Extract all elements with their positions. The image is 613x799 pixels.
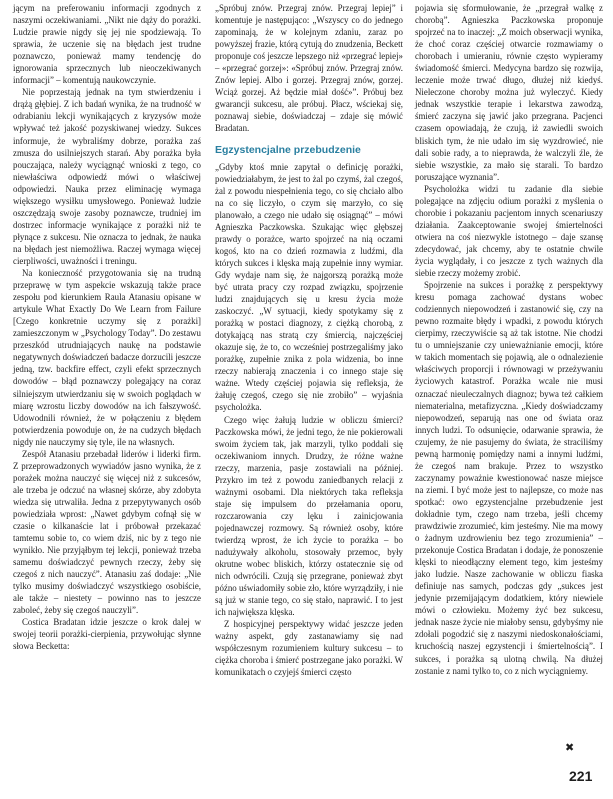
paragraph: Psycholożka widzi tu zadanie dla siebie polegające na zdjęciu odium porażki z myślenia o chorobie i pokazaniu pacjentom innych scenariuszy działania. Zaakceptowanie swojej śmiertelności otwiera na coś niezwykle istotnego – daje szansę zdecydować, jak chcemy, aby te ostatnie chwile życia wyglądały, i co jeszcze z tych ważnych dla siebie rzeczy możemy zrobić. bbox=[415, 183, 603, 279]
paragraph: Zespół Atanasiu przebadał liderów i liderki firm. Z przeprowadzonych wywiadów jasno wynika, że z porażek można nauczyć się więcej niż z sukcesów, ale trzeba je odczuć na własnej skórze, aby zdobyta wiedza się utrwaliła. Jedna z przepytywanych osób powiedziała wprost: „Nawet gdybym cofnął się w czasie o kilkanaście lat i próbował przekazać tamtemu sobie to, co wiem dziś, nic by z tego nie wynikło. Nie przyjąłbym tej lekcji, ponieważ trzeba samemu doświadczyć pewnych rzeczy, żeby się czegoś z nich nauczyć”. Atanasiu zaś dodaje: „Nie tylko musimy doświadczyć wszystkiego osobiście, ale także – niestety – powinno nas to jeszcze zaboleć, żeby się czegoś nauczyli”. bbox=[13, 448, 201, 616]
paragraph: Na konieczność przygotowania się na trudną przeprawę w tym aspekcie wskazują także prace zespołu pod kierunkiem Raula Atanasiu opisane w artykule What Exactly Do We Learn from Failure [Czego konkretnie uczymy się z porażki] zamieszczonym w „Psychology Today”. Do zestawu przeszkód utrudniających naukę na podstawie negatywnych doświadczeń badacze dorzucili jeszcze jedną, tzw. backfire effect, czyli efekt sprzecznych dowodów – błąd poznawczy polegający na coraz silniejszym utwierdzaniu się w swoich poglądach w miarę wzrostu liczby dowodów na ich fałszywość. Udowodnili również, że w połączeniu z błędem potwierdzenia powoduje on, że na cudzych błędach nigdy nie nauczymy się tyle, ile na własnych. bbox=[13, 268, 201, 447]
section-subheading: Egzystencjalne przebudzenie bbox=[215, 143, 361, 156]
paragraph: Costica Bradatan idzie jeszcze o krok dalej w swojej teorii porażki-cierpienia, przywołując słynne słowa Becketta: bbox=[13, 617, 201, 652]
paragraph: Czego więc żałują ludzie w obliczu śmierci? Paczkowska mówi, że jedni tego, że nie pokierowali swoim życiem tak, jak marzyli, tylko poddali się oczekiwaniom innych. Drudzy, że różne ważne rzeczy, marzenia, pasje zostawiali na później. Przykro im też z powodu zaniedbanych relacji z ważnymi osobami. Dla niektórych taka refleksja staje się impulsem do przełamania oporu, rozczarowania czy lęku i zainicjowania pojednawczej rozmowy. Są również osoby, które twierdzą wprost, że ich życie to porażka – bo nadużywały alkoholu, stosowały przemoc, były okrutne wobec bliskich, którzy ostatecznie się od nich odwrócili. Czują się przegrane, ponieważ zbyt późno uświadomiły sobie zło, które wyrządziły, i nie są już w stanie tego, co się stało, naprawić. I to jest ich największa klęska. bbox=[215, 414, 403, 618]
paragraph: Spojrzenie na sukces i porażkę z perspektywy kresu pomaga zachować dystans wobec codziennych niepowodzeń i zastanowić się, czy na pewno rozmaite błędy i wpadki, z powodu których cierpimy, rzeczywiście są aż tak istotne. Nie chodzi tu o umniejszanie czy unieważnianie emocji, które w takich momentach się pojawią, ale o odnalezienie właściwych proporcji i równowagi w przeżywaniu życiowych katastrof. Porażka wcale nie musi oznaczać nieuleczalnych diagnoz; bywa też całkiem niematerialna, metafizyczna. „Kiedy doświadczamy niepowodzeń, separują nas one od świata oraz innych ludzi. To odsunięcie, odarwanie sprawia, że czujemy, że nie pasujemy do świata, że straciliśmy pewną harmonię pomiędzy nami a innymi ludźmi, że czegoś nam brakuje. Przez to wszystko zaczynamy poważnie kwestionować nasze miejsce na ziemi. I być może jest to najlepsze, co może nas spotkać: owo egzystencjalne przebudzenie jest dokładnie tym, czego nam trzeba, jeśli chcemy prawdziwie zrozumieć, kim jesteśmy. Nie ma mowy o żadnym uzdrowieniu bez tego zrozumienia” – przekonuje Costica Bradatan i dodaje, że ponoszenie klęski to nieodłączny element tego, kim jesteśmy jako ludzie. Nasze zachowanie w obliczu fiaska definiuje nas samych, podczas gdy „sukces jest jedynie przemijającym dodatkiem, który niewiele mówi o człowieku. Możemy żyć bez sukcesu, jednak nasze życie nie miałoby sensu, gdybyśmy nie zdołali pogodzić się z naszymi niedoskonałościami, kruchością naszej egzystencji i śmiertelnością”. I sukces, i porażka są ulotną chwilą. Na dłużej zostanie z nami tylko to, co z nich wyciągniemy. bbox=[415, 280, 603, 676]
article-column-2 bbox=[215, 2, 403, 679]
article-end-mark-icon: ✖ bbox=[565, 741, 575, 754]
paragraph: Z hospicyjnej perspektywy widać jeszcze jeden ważny aspekt, gdy zastanawiamy się nad współczesnym rozumieniem kultury sukcesu – to ciężka choroba i śmierć postrzegane jako porażki. W komunikatach o czyjejś śmierci często bbox=[215, 619, 403, 678]
paragraph: „Gdyby ktoś mnie zapytał o definicję porażki, powiedziałabym, że jest to żal po czymś, żal czegoś, żal z powodu niespełnienia tego, co się chciało albo na co się liczyło, o czym się marzyło, co się planowało, a czego nie udało się osiągnąć” – mówi Agnieszka Paczkowska. Szukając więc głębszej prawdy o porażce, warto spojrzeć na nią oczami kogoś, kto na co dzień rozmawia z ludźmi, dla których sukces i klęska mają zupełnie inny wymiar. Gdy wydaje nam się, że najgorszą porażką może być utrata pracy czy rozpad związku, spojrzenie ludzi znajdujących się u kresu życia może zaskoczyć. „W sytuacji, kiedy spotykamy się z porażką w postaci diagnozy, z ciężką chorobą, z dotykającą nas stratą czy śmiercią, najczęściej okazuje się, że to, co wcześniej postrzegaliśmy jako porażkę, zupełnie znika z pola widzenia, bo inne rzeczy nabierają znaczenia i co innego staje się ważne. Wtedy częściej pojawia się refleksja, że żałuję czegoś, czego się nie zrobiło” – wyjaśnia psycholożka. bbox=[215, 161, 403, 413]
paragraph: „Spróbuj znów. Przegraj znów. Przegraj lepiej” i komentuje je następująco: „Wszyscy co do jednego zapominają, że w kolejnym zdaniu, zaraz po powyższej frazie, którą cytują do znudzenia, Beckett proponuje coś jeszcze lepszego niż «przegrać lepiej» – «przegrać gorzej»: «Spróbuj znów. Przegraj znów. Znów lepiej. Albo i gorzej. Przegraj znów, gorzej. Wciąż gorzej. Aż będzie miał dość»”. Próbuj bez gwarancji sukcesu, ale próbuj. Płacz, wściekaj się, poznawaj siebie, doświadczaj – zdaje się mówić Bradatan. bbox=[215, 3, 403, 134]
article-column-3 bbox=[415, 2, 603, 677]
article-column-1 bbox=[13, 2, 201, 653]
page-number: 221 bbox=[569, 768, 593, 784]
paragraph: Nie poprzestają jednak na tym stwierdzeniu i drążą głębiej. Z ich badań wynika, że na trudność w odrabianiu lekcji wynikających z kryzysów może wpływać też jakość pozyskiwanej wiedzy. Sukces informuje, że wybraliśmy dobrze, porażka zaś zmusza do usilniejszych starań. Aby porażka była pouczająca, należy wyciągnąć wnioski z tego, co niewłaściwa odpowiedź mówi o właściwej odpowiedzi. Nauka przez eliminację wymaga większego wysiłku umysłowego. Ponieważ ludzie oszczędzają swoje zasoby poznawcze, trudniej im dostrzec informacje wynikające z porażki niż te płynące z sukcesu. Nie oznacza to jednak, że nauka na błędach jest niemożliwa. Raczej wymaga więcej cierpliwości, uważności i treningu. bbox=[13, 87, 201, 266]
paragraph: pojawia się sformułowanie, że „przegrał walkę z chorobą”. Agnieszka Paczkowska proponuje spojrzeć na to inaczej: „Z moich obserwacji wynika, że choć coraz częściej otwarcie rozmawiamy o chorobach i umieraniu, równie często wypieramy świadomość śmierci. Medycyna bardzo się rozwija, leczenie może trwać długo, dłużej niż kiedyś. Nieleczone choroby można już wyleczyć. Kiedy jednak wszystkie terapie i lekarstwa zawodzą, śmierć zaczyna się jawić jako przegrana. Pacjenci czasem opowiadają, że czują, iż zawiedli swoich bliskich tym, że nie udało im się wyzdrowieć, nie dali sobie rady, a to nieprawda, że walczyli źle, że siebie wszystkie, za mało się starali. To bardzo poruszające wyznania”. bbox=[415, 3, 603, 182]
paragraph: jącym na preferowaniu informacji zgodnych z naszymi oczekiwaniami. „Nikt nie dąży do porażki. Ludzie prawie nigdy się jej nie spodziewają. To sprawia, że uczenie się na błędach jest trudne poznawczo, ponieważ mamy tendencję do ignorowania sprzecznych lub nieoczekiwanych informacji” – komentują naukowczynie. bbox=[13, 3, 201, 86]
